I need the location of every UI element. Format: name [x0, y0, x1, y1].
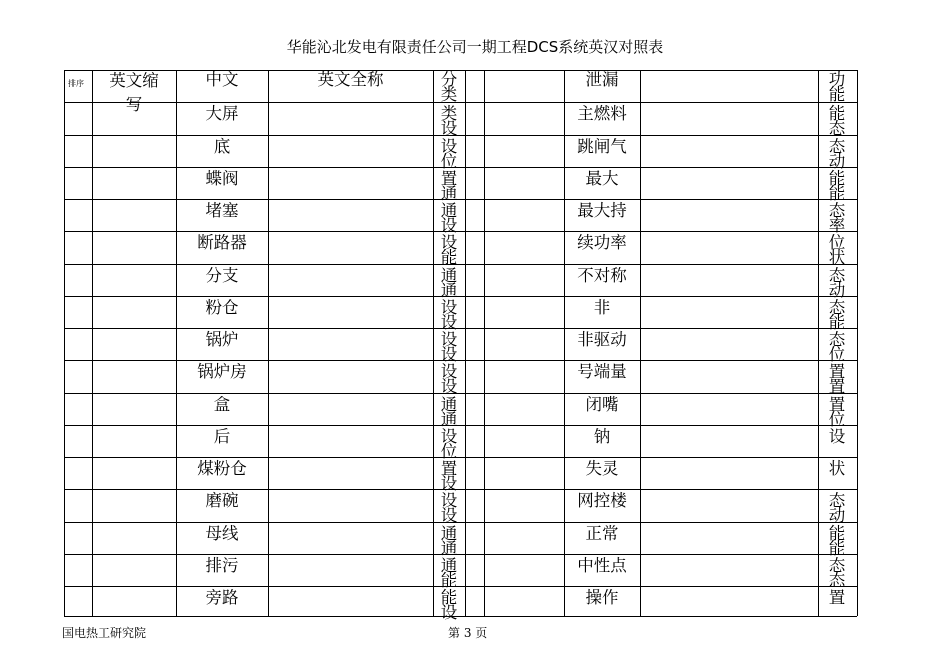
table-column-border: [64, 70, 65, 616]
row-classification: 设设: [440, 491, 458, 526]
row-chinese: 大屏: [205, 104, 239, 124]
row-function: 态动: [828, 491, 846, 526]
row-function: 态动: [828, 265, 846, 300]
table-column-border: [484, 70, 485, 616]
header-classification: 分类: [440, 70, 458, 104]
row-chinese: 锅炉房: [197, 362, 247, 382]
row-classification: 设位: [440, 136, 458, 171]
row-classification: 设设: [440, 330, 458, 364]
row-right-chinese: 主燃料: [577, 104, 627, 124]
row-right-chinese: 续功率: [577, 233, 627, 253]
header-abbr: 英文缩写: [109, 71, 159, 114]
table-row-border: [64, 616, 857, 617]
table-column-border: [818, 70, 819, 616]
row-right-chinese: 正常: [585, 523, 619, 543]
row-right-chinese: 非: [593, 297, 611, 317]
row-function: 能态: [828, 104, 846, 139]
row-right-chinese: 号端量: [577, 362, 627, 382]
row-function: 态态: [828, 555, 846, 590]
row-function: 置: [828, 588, 846, 607]
row-chinese: 分支: [205, 265, 239, 285]
row-function: 设: [828, 426, 846, 446]
row-classification: 设设: [440, 362, 458, 397]
row-chinese: 后: [213, 426, 231, 446]
row-classification: 置设: [440, 459, 458, 493]
row-function: 置位: [828, 394, 846, 429]
row-classification: 通能: [440, 555, 458, 590]
row-right-chinese: 操作: [585, 588, 619, 607]
table-column-border: [268, 70, 269, 616]
table-column-border: [640, 70, 641, 616]
row-right-chinese: 不对称: [577, 265, 627, 285]
row-function: 状: [828, 459, 846, 478]
header-function: 功能: [828, 70, 846, 104]
header-full-name: 英文全称: [317, 70, 384, 89]
row-right-chinese: 中性点: [577, 555, 627, 575]
row-chinese: 底: [213, 136, 231, 156]
row-right-chinese: 非驱动: [577, 330, 627, 349]
header-index: 排序: [68, 79, 84, 88]
row-classification: 通通: [440, 523, 458, 558]
table-column-border: [433, 70, 434, 616]
row-classification: 通通: [440, 265, 458, 300]
row-chinese: 母线: [205, 523, 239, 543]
row-classification: 类设: [440, 104, 458, 139]
row-right-chinese: 最大持: [577, 201, 627, 220]
table-column-border: [857, 70, 858, 616]
row-right-chinese: 闭嘴: [585, 394, 619, 414]
header-right-chinese: 泄漏: [585, 70, 619, 89]
row-function: 能能: [828, 168, 846, 203]
row-function: 态能: [828, 297, 846, 332]
footer-page-number: 第 3 页: [448, 626, 488, 640]
row-chinese: 断路器: [197, 233, 247, 253]
row-right-chinese: 失灵: [585, 459, 619, 478]
row-chinese: 粉仓: [205, 297, 239, 317]
row-right-chinese: 跳闸气: [577, 136, 627, 156]
row-chinese: 排污: [205, 555, 239, 575]
row-chinese: 锅炉: [205, 330, 239, 349]
header-chinese: 中文: [205, 70, 239, 89]
row-classification: 通通: [440, 394, 458, 429]
row-right-chinese: 最大: [585, 168, 619, 188]
page-title: 华能沁北发电有限责任公司一期工程DCS系统英汉对照表: [286, 38, 664, 56]
row-chinese: 煤粉仓: [197, 459, 247, 478]
row-function: 置置: [828, 362, 846, 397]
row-classification: 置通: [440, 168, 458, 203]
row-classification: 设设: [440, 297, 458, 332]
row-function: 位状: [828, 233, 846, 268]
row-chinese: 盒: [213, 394, 231, 414]
row-classification: 能设: [440, 588, 458, 622]
table-column-border: [92, 70, 93, 616]
row-function: 态动: [828, 136, 846, 171]
row-right-chinese: 网控楼: [577, 491, 627, 511]
row-right-chinese: 钠: [593, 426, 611, 446]
row-classification: 设位: [440, 426, 458, 461]
table-column-border: [465, 70, 466, 616]
footer-institute: 国电热工研究院: [62, 626, 147, 640]
row-function: 能能: [828, 523, 846, 558]
row-classification: 设能: [440, 233, 458, 268]
row-function: 态率: [828, 201, 846, 235]
row-classification: 通设: [440, 201, 458, 235]
row-chinese: 堵塞: [205, 201, 239, 220]
row-function: 态位: [828, 330, 846, 364]
row-chinese: 磨碗: [205, 491, 239, 511]
row-chinese: 旁路: [205, 588, 239, 607]
row-chinese: 蝶阀: [205, 168, 239, 188]
